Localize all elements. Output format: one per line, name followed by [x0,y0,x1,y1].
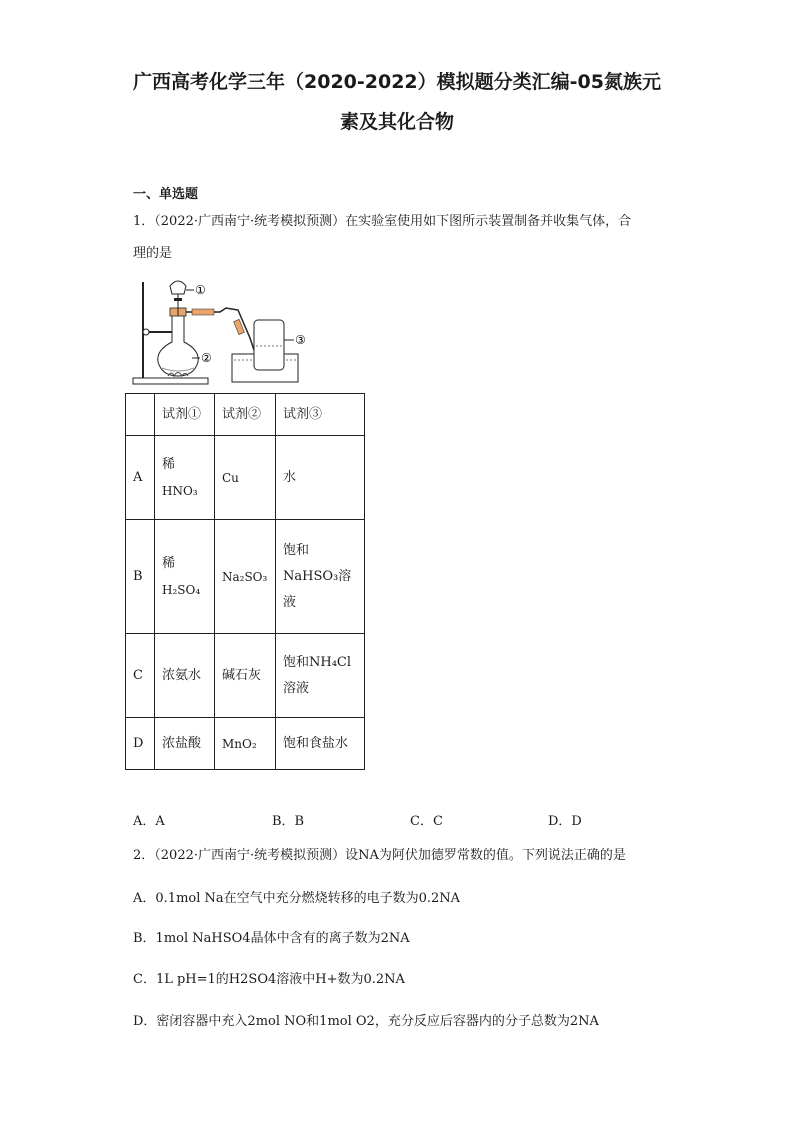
table-row [126,634,365,718]
header-cell-reagent-1: 试剂① [155,394,215,436]
cell-text: H₂SO₄ [162,582,201,597]
q1-option-b: B．B [272,814,305,829]
cell-text: 饱和食盐水 [283,735,349,751]
q2-option-a: A．0.1mol Na在空气中充分燃烧转移的电子数为0.2NA [133,891,461,906]
reagent-1-cell [155,520,215,634]
reagent-1-cell [155,436,215,520]
cell-text: 水 [283,469,297,485]
table-row [126,520,365,634]
question-1-text: 1．（2022·广西南宁·统考模拟预测）在实验室使用如下图所示装置制备并收集气体，合 [133,214,632,229]
cell-text: HNO₃ [162,483,198,498]
q2-option-d: D．密闭容器中充入2mol NO和1mol O2，充分反应后容器内的分子总数为2NA [133,1014,599,1029]
reagent-3-cell [276,520,365,634]
cell-text: 饱和NH₄Cl [283,654,352,670]
cell-text: 溶液 [283,680,310,696]
cell-text: 液 [283,594,297,610]
table-row [126,718,365,770]
q1-option-d: D．D [548,814,582,829]
label-1: ① [195,283,206,297]
reagent-2-cell: MnO₂ [215,718,276,770]
row-label: D [126,718,155,770]
reagent-3-cell [276,634,365,718]
q1-option-a: A．A [133,814,165,829]
cell-text: NaHSO₃溶 [283,568,352,584]
table-row [126,436,365,520]
reagent-table [125,393,365,770]
reagent-3-cell [276,436,365,520]
row-label: C [126,634,155,718]
cell-text: 稀 [162,555,176,571]
gas-apparatus-figure [128,272,318,388]
cell-text: 浓氨水 [162,667,202,683]
reagent-3-cell [276,718,365,770]
cell-text: 稀 [162,456,176,472]
q2-option-c: C．1L pH=1的H2SO4溶液中H+数为0.2NA [133,972,405,987]
row-label: B [126,520,155,634]
header-cell-reagent-2: 试剂② [215,394,276,436]
cell-text: 饱和 [283,542,310,558]
reagent-1-cell [155,718,215,770]
label-2: ② [201,351,212,365]
document-title-line1: 广西高考化学三年（2020-2022）模拟题分类汇编-05氮族元 [133,71,661,93]
table-header-row [126,394,365,436]
question-2-text: 2．（2022·广西南宁·统考模拟预测）设NA为阿伏加德罗常数的值。下列说法正确的是 [133,848,626,863]
question-1-text-cont: 理的是 [133,246,173,261]
reagent-2-cell: 碱石灰 [215,634,276,718]
reagent-1-cell [155,634,215,718]
reagent-2-cell: Cu [215,436,276,520]
reagent-2-cell: Na₂SO₃ [215,520,276,634]
document-title-line2: 素及其化合物 [339,111,454,133]
row-label: A [126,436,155,520]
q1-option-c: C．C [410,814,443,829]
header-cell-reagent-3: 试剂③ [276,394,365,436]
label-3: ③ [295,333,306,347]
section-heading: 一、单选题 [133,187,199,202]
q2-option-b: B．1mol NaHSO4晶体中含有的离子数为2NA [133,931,410,946]
header-cell-blank [126,394,155,436]
cell-text: 浓盐酸 [162,735,202,751]
